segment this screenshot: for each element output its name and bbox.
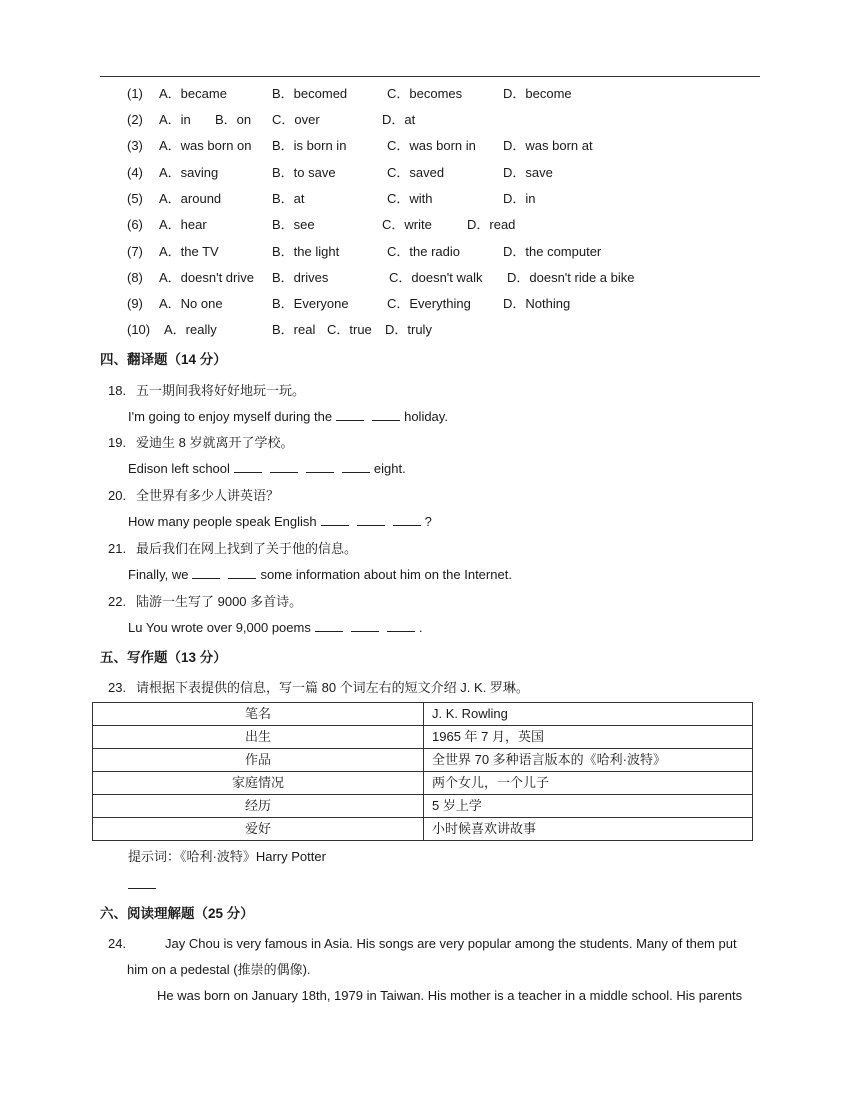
option-choice: A．hear: [159, 217, 207, 232]
english-sentence-start: I'm going to enjoy myself during the: [128, 409, 333, 424]
table-value-cell: 1965 年 7 月，英国: [424, 726, 753, 749]
english-sentence-end: .: [418, 620, 423, 635]
table-row: [93, 818, 753, 841]
hint-line: 提示词：《哈利·波特》Harry Potter: [128, 849, 326, 864]
option-choice: A．in: [159, 112, 191, 127]
question-number: 24.: [108, 936, 127, 951]
option-row: [127, 215, 767, 235]
option-row: [127, 189, 767, 209]
option-number: (10): [127, 322, 151, 337]
fill-blank[interactable]: [336, 408, 364, 421]
option-choice: D．save: [503, 165, 553, 180]
fill-blank[interactable]: [192, 566, 220, 579]
writing-prompt: 请根据下表提供的信息，写一篇 80 个词左右的短文介绍 J. K. 罗琳。: [136, 680, 529, 695]
reading-paragraph-1a: Jay Chou is very famous in Asia. His songs are very popular among the students. Many of them put: [165, 936, 737, 951]
option-choice: A．saving: [159, 165, 219, 180]
english-sentence-end: some information about him on the Internet.: [260, 567, 512, 582]
table-row: [93, 703, 753, 726]
option-number: (2): [127, 112, 143, 127]
table-key-cell: 出生: [93, 726, 424, 749]
option-choice: B．the light: [272, 244, 340, 259]
fill-blank[interactable]: [228, 566, 256, 579]
option-row: [127, 163, 767, 183]
option-choice: B．Everyone: [272, 296, 349, 311]
option-choice: D．the computer: [503, 244, 602, 259]
top-divider: [100, 76, 760, 77]
option-choice: B．to save: [272, 165, 336, 180]
option-choice: A．doesn't drive: [159, 270, 254, 285]
question-number: 21.: [108, 541, 127, 556]
option-choice: C．with: [387, 191, 433, 206]
section-six-title: 六、阅读理解题（25 分）: [100, 906, 254, 921]
fill-blank[interactable]: [234, 460, 262, 473]
question-number: 22.: [108, 594, 127, 609]
chinese-sentence: 爱迪生 8 岁就离开了学校。: [136, 435, 294, 450]
table-key-cell: 经历: [93, 795, 424, 818]
english-sentence-end: ?: [424, 514, 432, 529]
option-number: (9): [127, 296, 143, 311]
option-choice: B．at: [272, 191, 305, 206]
option-row: [127, 294, 767, 314]
translation-prompt: [108, 486, 279, 506]
option-choice: C．write: [382, 217, 432, 232]
table-key-cell: 爱好: [93, 818, 424, 841]
option-number: (7): [127, 244, 143, 259]
option-choice: D．Nothing: [503, 296, 571, 311]
table-row: [93, 772, 753, 795]
option-number: (6): [127, 217, 143, 232]
table-row: [93, 749, 753, 772]
option-choice: B．on: [215, 112, 252, 127]
english-sentence-start: Lu You wrote over 9,000 poems: [128, 620, 311, 635]
table-key-cell: 家庭情况: [93, 772, 424, 795]
english-sentence-start: Edison left school: [128, 461, 230, 476]
table-value-cell: 全世界 70 多种语言版本的《哈利·波特》: [424, 749, 753, 772]
option-choice: D．in: [503, 191, 536, 206]
fill-blank[interactable]: [315, 619, 343, 632]
option-choice: A．became: [159, 86, 227, 101]
table-value-cell: 5 岁上学: [424, 795, 753, 818]
question-number: 18.: [108, 383, 127, 398]
translation-prompt: [108, 539, 357, 559]
fill-blank[interactable]: [393, 513, 421, 526]
fill-blank[interactable]: [387, 619, 415, 632]
option-choice: B．real: [272, 322, 316, 337]
option-choice: B．becomed: [272, 86, 348, 101]
section-four-title: 四、翻译题（14 分）: [100, 352, 227, 367]
translation-prompt: [108, 592, 302, 612]
table-row: [93, 726, 753, 749]
option-choice: A．really: [164, 322, 217, 337]
chinese-sentence: 五一期间我将好好地玩一玩。: [136, 383, 306, 398]
table-key-cell: 笔名: [93, 703, 424, 726]
option-choice: C．the radio: [387, 244, 460, 259]
option-choice: D．truly: [385, 322, 432, 337]
fill-blank[interactable]: [306, 460, 334, 473]
fill-blank[interactable]: [357, 513, 385, 526]
option-number: (5): [127, 191, 143, 206]
option-choice: D．was born at: [503, 138, 593, 153]
option-choice: C．Everything: [387, 296, 471, 311]
option-choice: C．becomes: [387, 86, 463, 101]
option-choice: A．around: [159, 191, 222, 206]
option-choice: C．over: [272, 112, 320, 127]
option-number: (8): [127, 270, 143, 285]
option-choice: C．was born in: [387, 138, 476, 153]
option-choice: D．doesn't ride a bike: [507, 270, 635, 285]
option-row: [127, 242, 767, 262]
chinese-sentence: 最后我们在网上找到了关于他的信息。: [136, 541, 358, 556]
translation-answer-line: [128, 459, 406, 479]
reading-paragraph-1b: him on a pedestal (推崇的偶像).: [127, 962, 311, 977]
table-value-cell: J. K. Rowling: [424, 703, 753, 726]
table-value-cell: 两个女儿，一个儿子: [424, 772, 753, 795]
option-choice: B．see: [272, 217, 315, 232]
question-number: 20.: [108, 488, 127, 503]
question-number: 19.: [108, 435, 127, 450]
translation-answer-line: [128, 565, 512, 585]
translation-prompt: [108, 433, 293, 453]
option-choice: A．the TV: [159, 244, 219, 259]
option-choice: B．drives: [272, 270, 329, 285]
option-choice: D．become: [503, 86, 572, 101]
option-choice: D．read: [467, 217, 516, 232]
question-number: 23.: [108, 680, 127, 695]
answer-blank: [128, 888, 156, 889]
option-row: [127, 320, 767, 340]
option-choice: D．at: [382, 112, 416, 127]
option-choice: C．doesn't walk: [389, 270, 483, 285]
option-choice: C．true: [327, 322, 372, 337]
option-row: [127, 84, 767, 104]
translation-answer-line: [128, 618, 422, 638]
english-sentence-end: holiday.: [404, 409, 448, 424]
table-value-cell: 小时候喜欢讲故事: [424, 818, 753, 841]
table-key-cell: 作品: [93, 749, 424, 772]
option-row: [127, 268, 767, 288]
fill-blank[interactable]: [270, 460, 298, 473]
chinese-sentence: 陆游一生写了 9000 多首诗。: [136, 594, 303, 609]
option-choice: A．No one: [159, 296, 223, 311]
fill-blank[interactable]: [321, 513, 349, 526]
section-five-title: 五、写作题（13 分）: [100, 650, 227, 665]
option-row: [127, 136, 767, 156]
option-number: (4): [127, 165, 143, 180]
translation-answer-line: [128, 512, 432, 532]
option-choice: C．saved: [387, 165, 445, 180]
translation-answer-line: [128, 407, 448, 427]
option-choice: A．was born on: [159, 138, 252, 153]
question-23: [108, 678, 529, 698]
fill-blank[interactable]: [351, 619, 379, 632]
english-sentence-end: eight.: [373, 461, 406, 476]
option-choice: B．is born in: [272, 138, 347, 153]
english-sentence-start: Finally, we: [128, 567, 189, 582]
option-number: (1): [127, 86, 143, 101]
fill-blank[interactable]: [342, 460, 370, 473]
reading-paragraph-2: He was born on January 18th, 1979 in Taiwan. His mother is a teacher in a middle school. His parents: [157, 988, 743, 1003]
fill-blank[interactable]: [372, 408, 400, 421]
english-sentence-start: How many people speak English: [128, 514, 317, 529]
info-table: [92, 702, 753, 841]
translation-prompt: [108, 381, 305, 401]
chinese-sentence: 全世界有多少人讲英语？: [136, 488, 280, 503]
option-row: [127, 110, 767, 130]
table-row: [93, 795, 753, 818]
option-number: (3): [127, 138, 143, 153]
